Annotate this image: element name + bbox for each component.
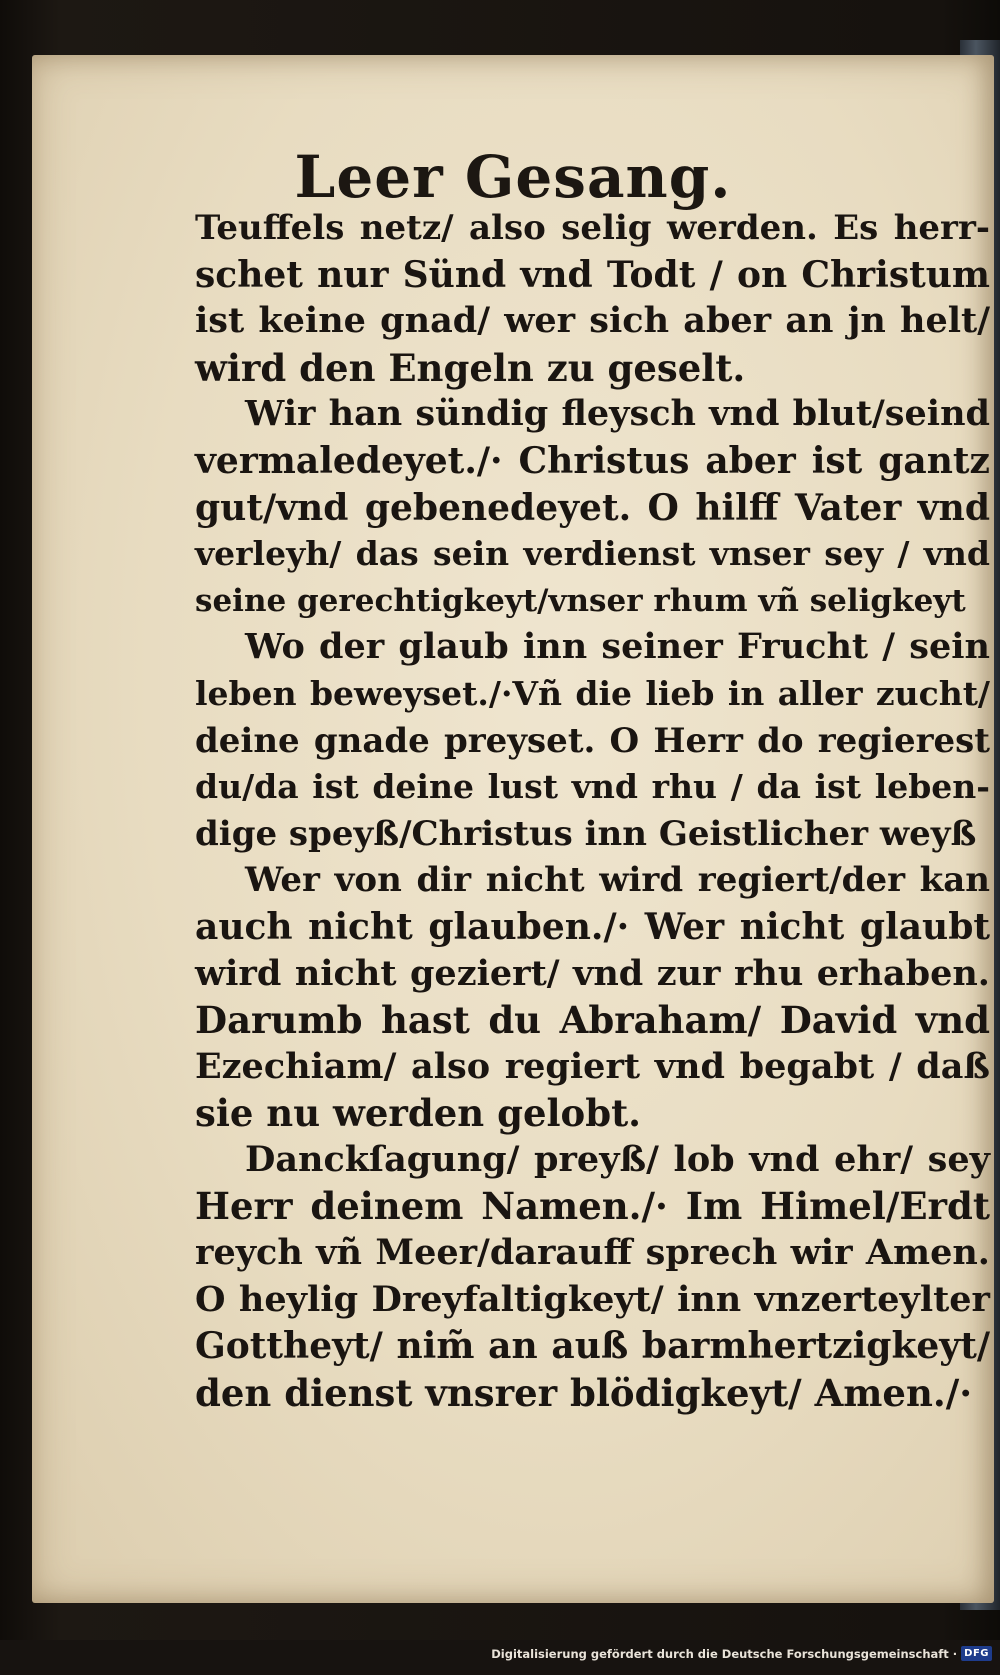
- text-line: verleyh/ das sein verdienst vnser sey / vnd: [195, 534, 990, 574]
- text-line: Gottheyt/ nim̃ an auß barmhertzigkeyt/: [195, 1325, 990, 1368]
- text-line: wird den Engeln zu geselt.: [195, 345, 746, 390]
- text-line: Danckſagung/ preyß/ lob vnd ehr/ sey: [245, 1138, 990, 1180]
- text-line: schet nur Sünd vnd Todt / on Christum: [195, 253, 990, 296]
- credit-text: Digitalisierung gefördert durch die Deutsche Forschungsgemeinschaft ·: [491, 1646, 958, 1661]
- text-line: du/da ist deine lust vnd rhu / da ist leben-: [195, 767, 990, 807]
- text-line: O heylig Dreyfaltigkeyt/ inn vnzerteylter: [195, 1278, 990, 1320]
- text-line: Darumb hast du Abraham/ David vnd: [195, 998, 990, 1043]
- dfg-logo-icon: DFG: [961, 1646, 992, 1661]
- text-line: vermaledeyet./· Christus aber ist gantz: [195, 439, 990, 482]
- book-page: [32, 55, 994, 1603]
- text-line: ist keine gnad/ wer sich aber an jn helt/: [195, 300, 990, 342]
- text-line: sie nu werden gelobt.: [195, 1091, 642, 1136]
- text-line: deine gnade preyset. O Herr do regierest: [195, 720, 990, 761]
- page-header: Leer Gesang.: [294, 143, 732, 211]
- digitization-credit: [491, 1646, 992, 1661]
- text-line: wird nicht geziert/ vnd zur rhu erhaben.: [195, 952, 990, 994]
- text-line: seine gerechtigkeyt/vnser rhum vñ seligkeyt: [195, 582, 966, 619]
- text-line: dige speyß/Christus inn Geistlicher weyß: [195, 813, 977, 854]
- text-line: reych vñ Meer/darauff sprech wir Amen.: [195, 1232, 990, 1274]
- body-text: [195, 205, 990, 1416]
- text-line: Herr deinem Namen./· Im Himel/Erdt: [195, 1184, 990, 1229]
- text-line: den dienst vnsrer blödigkeyt/ Amen./·: [195, 1370, 973, 1415]
- text-line: auch nicht glauben./· Wer nicht glaubt: [195, 905, 990, 948]
- text-line: Wer von dir nicht wird regiert/der kan: [245, 860, 990, 901]
- text-line: Teuffels netz/ also selig werden. Es herr-: [195, 208, 990, 248]
- text-line: gut/vnd gebenedeyet. O hilff Vater vnd: [195, 486, 990, 529]
- text-line: leben beweyset./·Vñ die lieb in aller zucht/: [195, 673, 990, 713]
- text-line: Ezechiam/ also regiert vnd begabt / daß: [195, 1045, 990, 1087]
- text-line: Wir han sündig fleysch vnd blut/seind: [245, 393, 990, 435]
- text-line: Wo der glaub inn seiner Frucht / sein: [245, 626, 990, 668]
